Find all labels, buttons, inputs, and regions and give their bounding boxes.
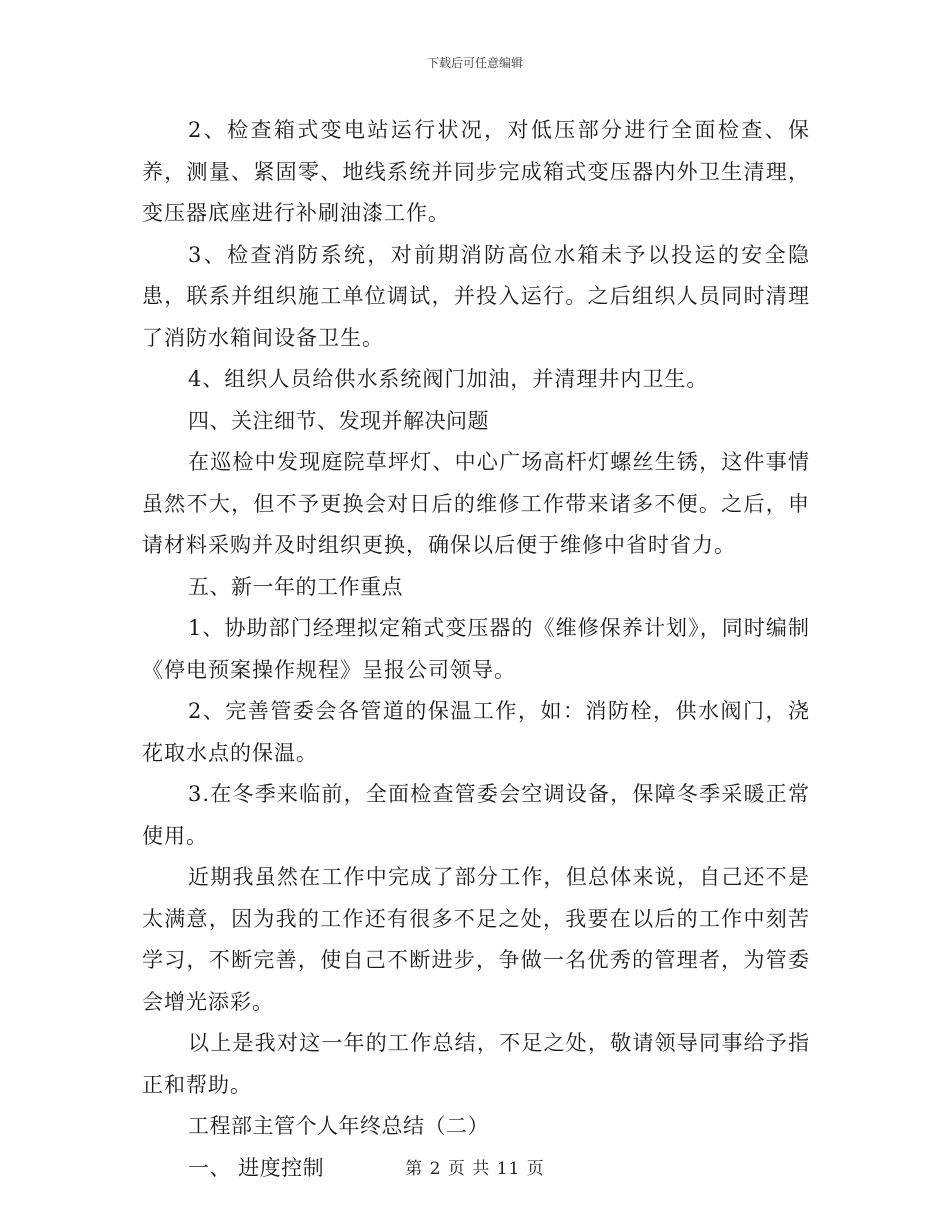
paragraph-item-3: 3、检查消防系统，对前期消防高位水箱未予以投运的安全隐患，联系并组织施工单位调试，并投入运行。之后组织人员同时清理了消防水箱间设备卫生。 bbox=[142, 242, 810, 350]
paragraph-focus-1: 1、协助部门经理拟定箱式变压器的《维修保养计划》，同时编制《停电预案操作规程》呈报公司领导。 bbox=[142, 616, 810, 682]
paragraph-focus-2: 2、完善管委会各管道的保温工作，如：消防栓，供水阀门，浇花取水点的保温。 bbox=[142, 699, 810, 765]
page-number: 第 2 页 共 11 页 bbox=[405, 1159, 545, 1179]
paragraph-inspection: 在巡检中发现庭院草坪灯、中心广场高杆灯螺丝生锈，这件事情虽然不大，但不予更换会对日后的维修工作带来诸多不便。之后，申请材料采购并及时组织更换，确保以后便于维修中省时省力。 bbox=[142, 450, 810, 557]
paragraph-item-4: 4、组织人员给供水系统阀门加油，并清理井内卫生。 bbox=[188, 367, 709, 391]
section-heading-4: 四、关注细节、发现并解决问题 bbox=[188, 408, 489, 433]
paragraph-focus-3: 3.在冬季来临前，全面检查管委会空调设备，保障冬季采暖正常使用。 bbox=[142, 782, 810, 848]
paragraph-reflection: 近期我虽然在工作中完成了部分工作，但总体来说，自己还不是太满意，因为我的工作还有很多不足之处，我要在以后的工作中刻苦学习，不断完善，使自己不断进步，争做一名优秀的管理者，为管委会增光添彩。 bbox=[142, 865, 810, 1014]
paragraph-closing: 以上是我对这一年的工作总结，不足之处，敬请领导同事给予指正和帮助。 bbox=[142, 1031, 810, 1097]
document-subtitle: 工程部主管个人年终总结（二） bbox=[188, 1114, 489, 1138]
section-heading-progress: 一、 进度控制 bbox=[188, 1155, 325, 1180]
page-header-note: 下载后可任意编辑 bbox=[426, 56, 523, 70]
document-body bbox=[142, 110, 810, 1189]
section-heading-5: 五、新一年的工作重点 bbox=[188, 574, 403, 599]
paragraph-item-2: 2、检查箱式变电站运行状况，对低压部分进行全面检查、保养，测量、紧固零、地线系统并同步完成箱式变压器内外卫生清理，变压器底座进行补刷油漆工作。 bbox=[142, 118, 810, 225]
